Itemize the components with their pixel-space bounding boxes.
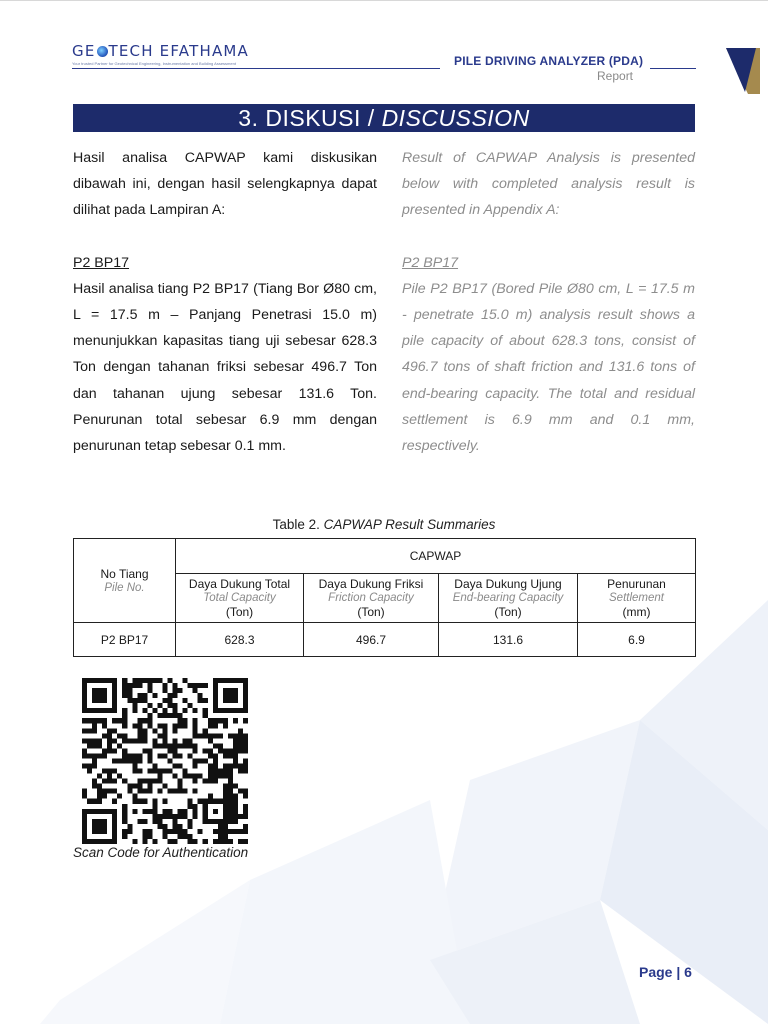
intro-paragraph-en: Result of CAPWAP Analysis is presented below with completed analysis result is presented in Appendix A: [402,150,695,219]
header-end-bearing-capacity: Daya Dukung Ujung End-bearing Capacity (Ton) [439,574,578,623]
header-settlement: Penurunan Settlement (mm) [578,574,696,623]
logo-tagline: Your trusted Partner for Geotechnical Engineering, Instrumentation and Building Assessment [72,61,236,66]
report-title: PILE DRIVING ANALYZER (PDA) [454,54,644,68]
cell-end-bearing: 131.6 [439,623,578,657]
company-logo [72,42,272,66]
header-pile-no: No Tiang Pile No. [74,539,176,623]
table-row [74,623,696,657]
cell-pile: P2 BP17 [74,623,176,657]
table-caption [0,517,768,532]
pile-paragraph-en: Pile P2 BP17 (Bored Pile Ø80 cm, L = 17.5 m - penetrate 15.0 m) analysis result shows a pile capacity of about 628.3 tons, consist of 496.7 tons of shaft friction and 131.6 tons of end-bearing capacity. The total and residual settlement is 6.9 mm and 0.1 mm, respectively. [402,280,695,455]
pile-heading-en: P2 BP17 [402,254,459,271]
pile-paragraph-id: Hasil analisa tiang P2 BP17 (Tiang Bor Ø80 cm, L = 17.5 m – Panjang Penetrasi 15.0 m) menunjukkan kapasitas tiang uji sebesar 628.3 Ton dengan tahanan friksi sebesar 496.7 Ton dan tahanan ujung sebesar 131.6 Ton. Penurunan total sebesar 6.9 mm dengan penurunan tetap sebesar 0.1 mm. [73,280,377,455]
cell-settlement: 6.9 [578,623,696,657]
table-caption-text: CAPWAP Result Summaries [323,517,496,532]
header-rule-left [72,68,440,69]
section-heading [73,104,695,132]
column-english [402,145,695,459]
header-total-capacity: Daya Dukung Total Total Capacity (Ton) [176,574,304,623]
intro-paragraph-id: Hasil analisa CAPWAP kami diskusikan dibawah ini, dengan hasil selengkapnya dapat dilihat pada Lampiran A: [73,150,377,219]
section-title-id: DISKUSI / [265,105,375,131]
logo-wordmark: GE TECH EFATHAMA [72,42,250,60]
section-title-en: DISCUSSION [381,105,530,131]
cell-friction: 496.7 [304,623,439,657]
globe-icon [97,46,108,57]
pile-heading-id: P2 BP17 [73,254,130,271]
header-friction-capacity: Daya Dukung Friksi Friction Capacity (Ton) [304,574,439,623]
corner-brand-mark-icon [726,48,760,94]
report-subtitle: Report [597,69,634,83]
authentication-qr-code[interactable] [77,678,253,844]
capwap-result-table [73,538,696,657]
column-indonesian [73,145,377,459]
page-number: Page | 6 [639,964,692,980]
cell-total: 628.3 [176,623,304,657]
section-number: 3. [238,105,259,131]
header-rule-right [650,68,696,69]
table-caption-label: Table 2. [272,517,320,532]
qr-caption: Scan Code for Authentication [73,845,249,860]
header-capwap-group: CAPWAP [176,539,696,574]
